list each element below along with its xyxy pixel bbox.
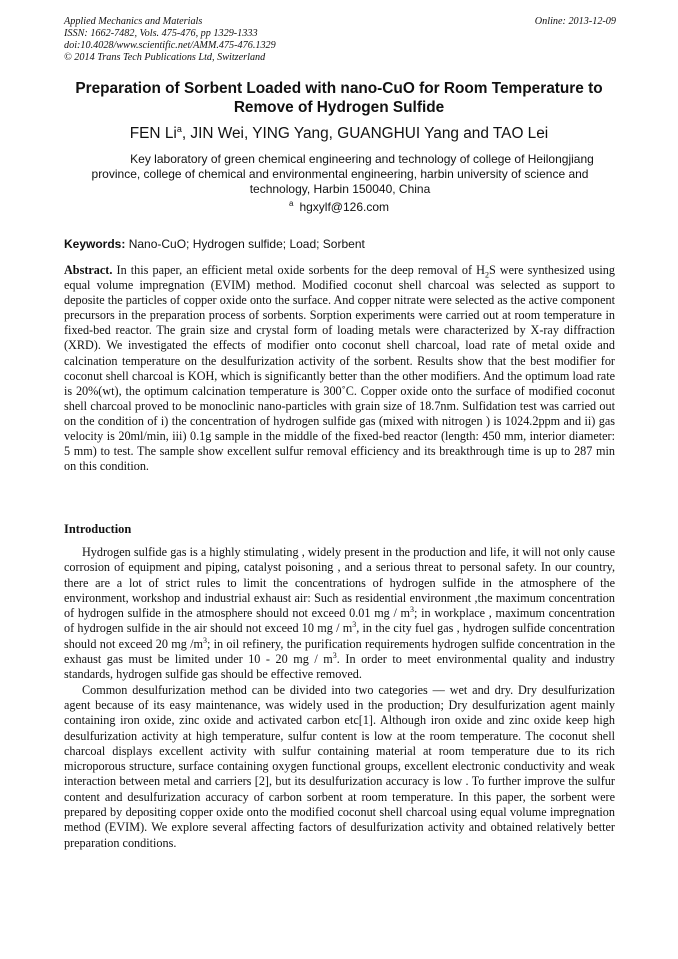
keywords bbox=[64, 237, 624, 251]
email-mark: a bbox=[288, 199, 294, 208]
first-author: FEN Li bbox=[129, 125, 177, 142]
journal-name: Applied Mechanics and Materials bbox=[64, 16, 203, 27]
author-list bbox=[0, 125, 678, 143]
intro-paragraph-2: Common desulfurization method can be divided into two categories — wet and dry. Dry desulfurization agent because of its easy maintenance, was widely used in the production; Dry desulfurization agent mainly containing iron oxide, zinc oxide and activated carbon etc[1]. Although iron oxide and zinc oxide keep high desulfurization activity at high temperature, sulfur content is low at the room temperature. The coconut shell charcoal displays excellent activity with sulfur containing material at room temperature due to its rich microporous structure, surface containing oxygen functional groups, excellent electronic conductivity and weak interaction between metal and carriers [2], but its desulfurization accuracy is low . To further improve the sulfur content and desulfurization accuracy of carbon sorbent at room temperature. In this paper, the sorbent were prepared by depositing copper oxide onto the modified coconut shell charcoal using equal volume impregnation method (EVIM). We explore several affecting factors of desulfurization activity and obtained relatively better preparation conditions. bbox=[64, 682, 615, 850]
intro-p1-text-c: , in the city fuel gas , hydrogen sulfide concentration should not exceed 20 mg /m bbox=[64, 621, 615, 651]
first-author-mark: a bbox=[176, 123, 182, 134]
section-heading-introduction: Introduction bbox=[64, 522, 132, 536]
intro-p1-text-b: ; in workplace , maximum concentration of hydrogen sulfide in the air should not exceed 10 mg / m bbox=[64, 606, 615, 636]
introduction-body bbox=[64, 545, 615, 851]
affiliation: Key laboratory of green chemical engineering and technology of college of Heilongjiang province, college of chemical and environmental engineering, harbin university of science and technology, Harbin 150040, China bbox=[91, 152, 594, 196]
intro-p1-text-e: . In order to meet environmental quality and industry standards, hydrogen sulfide gas should be effective removed. bbox=[64, 652, 615, 682]
paper-title: Preparation of Sorbent Loaded with nano-CuO for Room Temperature to Remove of Hydrogen Sulfide bbox=[75, 80, 603, 116]
superscript: 3 bbox=[410, 605, 415, 615]
keywords-label: Keywords: bbox=[64, 237, 126, 251]
abstract-label: Abstract. bbox=[64, 263, 113, 277]
keywords-text: Nano-CuO; Hydrogen sulfide; Load; Sorbent bbox=[125, 237, 365, 251]
abstract bbox=[64, 263, 615, 474]
intro-paragraph-1 bbox=[64, 545, 615, 683]
superscript: 3 bbox=[202, 635, 207, 645]
doi-line[interactable]: doi:10.4028/www.scientific.net/AMM.475-476.1329 bbox=[64, 40, 276, 51]
author-email bbox=[0, 200, 678, 214]
online-date: Online: 2013-12-09 bbox=[534, 16, 616, 27]
intro-p1-text-d: ; in oil refinery, the purification requirements hydrogen sulfide concentration in the exhaust gas must be limited under 10 - 20 mg / m bbox=[64, 636, 615, 667]
copyright-line: © 2014 Trans Tech Publications Ltd, Switzerland bbox=[64, 52, 266, 63]
abstract-text-1: In this paper, an efficient metal oxide sorbents for the deep removal of H bbox=[112, 263, 485, 277]
issn-line: ISSN: 1662-7482, Vols. 475-476, pp 1329-1333 bbox=[64, 28, 258, 39]
intro-p1-text-a: Hydrogen sulfide gas is a highly stimulating , widely present in the production and life, it will not only cause corrosion of equipment and piping, catalyst poisoning , and a serious threat to personal safety. In our country, there are a lot of strict rules to limit the concentrations of hydrogen sulfide in the atmosphere of the environment, workshop and industrial exhaust air: Such as residential environment ,the maximum concentration of hydrogen sulfide in the atmosphere should not exceed 0.01 mg / m bbox=[64, 545, 615, 621]
other-authors: , JIN Wei, YING Yang, GUANGHUI Yang and TAO Lei bbox=[181, 125, 549, 142]
superscript: 3 bbox=[352, 620, 357, 630]
superscript: 3 bbox=[332, 651, 337, 661]
publication-header bbox=[64, 16, 616, 64]
abstract-text-2: S were synthesized using equal volume impregnation (EVIM) method. Modified coconut shell charcoal was selected as support to deposite the particles of copper oxide onto the surface. And copper nitrate were selected as the active component precursors in the preparation process of sorbents. Sorption experiments were carried out at room temperature in fixed-bed reactor. The grain size and crystal form of loading metals were characterized by X-ray diffraction (XRD). We investigated the effects of modifier onto coconut shell charcoal, load rate of metal oxide and calcination temperature on the desulfurization activity of the sorbent. Results show that the best modifier for coconut shell charcoal is KOH, which is significantly better than the other modifiers. And the optimum load rate is 20%(wt), the optimum calcination temperature is 300˚C. Copper oxide onto the surface of modified coconut shell charcoal proved to be monoclinic nano-particles with grain size of 18.7nm. Sulfidation test was carried out on the condition of i) the concentration of hydrogen sulfide gas (mixed with nitrogen ) is 1024.2ppm and ii) gas velocity is 20ml/min, iii) 0.1g sample in the middle of the fixed-bed reactor (length: 450 mm, interior diameter: 5 mm) to test. The sample show excellent sulfur removal efficiency and its breakthrough time is up to 287 min on this condition. bbox=[64, 263, 615, 474]
email-address[interactable]: hgxylf@126.com bbox=[299, 200, 389, 214]
abstract-subscript: 2 bbox=[484, 270, 489, 280]
